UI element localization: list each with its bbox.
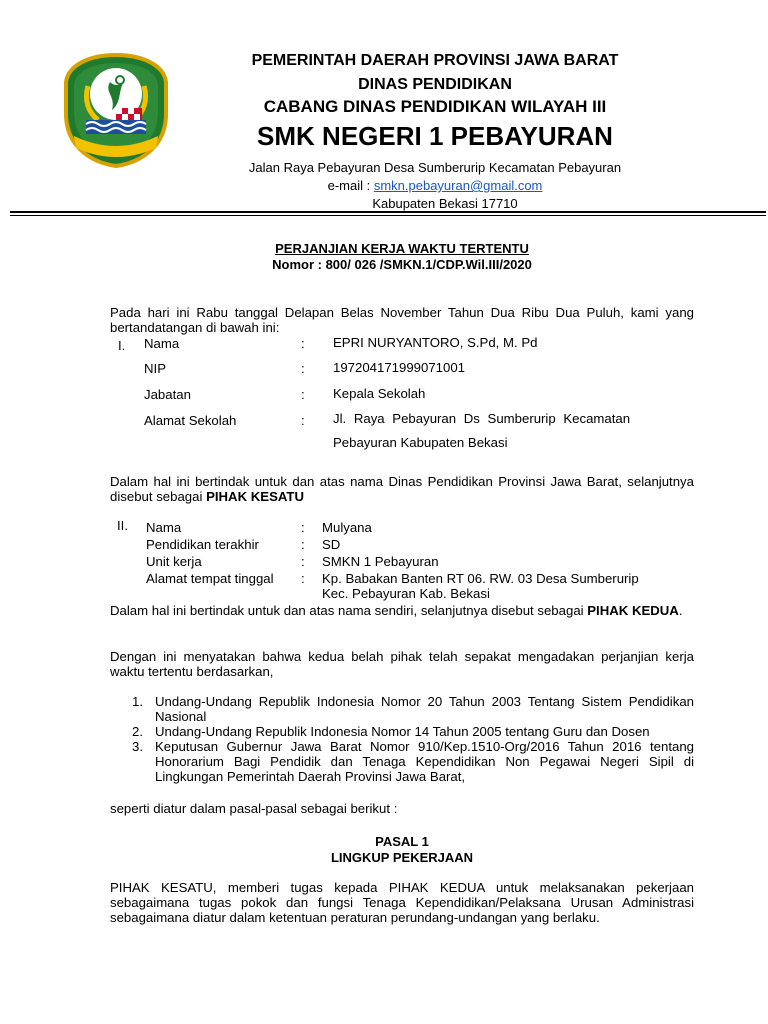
party1-value-address: Jl. Raya Pebayuran Ds Sumberurip Kecamatan <box>333 411 631 426</box>
party2-label-unit: Unit kerja <box>146 554 202 569</box>
list-item-number: 2. <box>132 724 143 739</box>
pasal-1-subtitle: LINGKUP PEKERJAAN <box>330 850 474 865</box>
party1-value-position: Kepala Sekolah <box>333 386 426 401</box>
party1-designation: PIHAK KESATU <box>206 489 304 504</box>
email-label: e-mail : <box>327 178 374 193</box>
header-line-1: PEMERINTAH DAERAH PROVINSI JAWA BARAT <box>251 52 619 69</box>
party1-label-address: Alamat Sekolah <box>144 413 237 428</box>
party2-statement-end: . <box>678 603 683 618</box>
school-name: SMK NEGERI 1 PEBAYURAN <box>257 121 613 151</box>
party1-colon-position: : <box>301 387 305 402</box>
list-item <box>110 739 694 784</box>
logo-emblem <box>60 52 172 168</box>
email-line <box>190 178 680 193</box>
header-rule-thick <box>10 211 766 213</box>
party2-statement <box>110 603 694 618</box>
header-line-2: DINAS PENDIDIKAN <box>358 76 512 93</box>
party1-statement <box>110 474 694 504</box>
party1-label-position: Jabatan <box>144 387 191 402</box>
party2-designation: PIHAK KEDUA <box>587 603 679 618</box>
party2-colon-name: : <box>301 520 305 535</box>
list-item-number: 1. <box>132 694 143 709</box>
email-link[interactable]: smkn.pebayuran@gmail.com <box>373 178 543 193</box>
party1-label-name: Nama <box>144 336 180 351</box>
party1-value-address-2: Pebayuran Kabupaten Bekasi <box>333 435 508 450</box>
doc-number: Nomor : 800/ 026 /SMKN.1/CDP.Wil.III/2020 <box>272 257 532 272</box>
pasal-1-body: PIHAK KESATU, memberi tugas kepada PIHAK KEDUA untuk melaksanakan pekerjaan sebagaimana tugas pokok dan fungsi Tenaga Kependidikan/Pelaksana Urusan Administrasi sebagaimana diatur dalam ketentuan peraturan perundang-undangan yang berlaku. <box>110 880 694 925</box>
city-line: Kabupaten Bekasi 17710 <box>372 196 518 211</box>
doc-title: PERJANJIAN KERJA WAKTU TERTENTU <box>275 241 529 256</box>
list-item-text: Undang-Undang Republik Indonesia Nomor 14 Tahun 2005 tentang Guru dan Dosen <box>155 724 650 739</box>
header-line-3: CABANG DINAS PENDIDIKAN WILAYAH III <box>263 97 607 116</box>
school-address: Jalan Raya Pebayuran Desa Sumberurip Kecamatan Pebayuran <box>248 160 622 175</box>
header-rule-thin <box>10 215 766 216</box>
party1-colon-address: : <box>301 413 305 428</box>
party2-value-address: Kp. Babakan Banten RT 06. RW. 03 Desa Sumberurip <box>322 571 639 586</box>
party2-colon-education: : <box>301 537 305 552</box>
party2-colon-address: : <box>301 571 305 586</box>
pasal-1-title: PASAL 1 <box>375 834 429 849</box>
party1-value-name: EPRI NURYANTORO, S.Pd, M. Pd <box>333 335 538 350</box>
party2-value-education: SD <box>322 537 341 552</box>
party2-label-name: Nama <box>146 520 182 535</box>
party1-colon-name: : <box>301 336 305 351</box>
party2-value-name: Mulyana <box>322 520 372 535</box>
party2-colon-unit: : <box>301 554 305 569</box>
party2-value-unit: SMKN 1 Pebayuran <box>322 554 439 569</box>
party2-value-address-2: Kec. Pebayuran Kab. Bekasi <box>322 586 490 601</box>
legal-basis-list <box>110 694 694 784</box>
party2-number: II. <box>117 518 128 533</box>
party1-statement-text: Dalam hal ini bertindak untuk dan atas nama Dinas Pendidikan Provinsi Jawa Barat, selanjutnya disebut sebagai <box>110 474 694 504</box>
party1-colon-nip: : <box>301 361 305 376</box>
list-item-number: 3. <box>132 739 143 754</box>
party2-label-address: Alamat tempat tinggal <box>146 571 274 586</box>
list-item <box>110 694 694 724</box>
list-item-text: Undang-Undang Republik Indonesia Nomor 20 Tahun 2003 Tentang Sistem Pendidikan Nasional <box>155 694 694 724</box>
party2-statement-text: Dalam hal ini bertindak untuk dan atas nama sendiri, selanjutnya disebut sebagai <box>110 603 588 618</box>
party1-value-nip: 197204171999071001 <box>333 360 466 375</box>
agreement-paragraph: Dengan ini menyatakan bahwa kedua belah pihak telah sepakat mengadakan perjanjian kerja waktu tertentu berdasarkan, <box>110 649 694 679</box>
list-item-text: Keputusan Gubernur Jawa Barat Nomor 910/Kep.1510-Org/2016 Tahun 2016 tentang Honorarium Bagi Pendidik dan Tenaga Kependidikan Non Pegawai Negeri Sipil di Lingkungan Pemerintah Daerah Provinsi Jawa Barat, <box>155 739 694 784</box>
party1-label-nip: NIP <box>144 361 166 376</box>
list-item <box>110 724 694 739</box>
party2-label-education: Pendidikan terakhir <box>146 537 259 552</box>
opening-paragraph: Pada hari ini Rabu tanggal Delapan Belas November Tahun Dua Ribu Dua Puluh, kami yang bertandatangan di bawah ini: <box>110 305 694 335</box>
closing-line: seperti diatur dalam pasal-pasal sebagai berikut : <box>110 801 398 816</box>
party1-number: I. <box>118 338 126 353</box>
